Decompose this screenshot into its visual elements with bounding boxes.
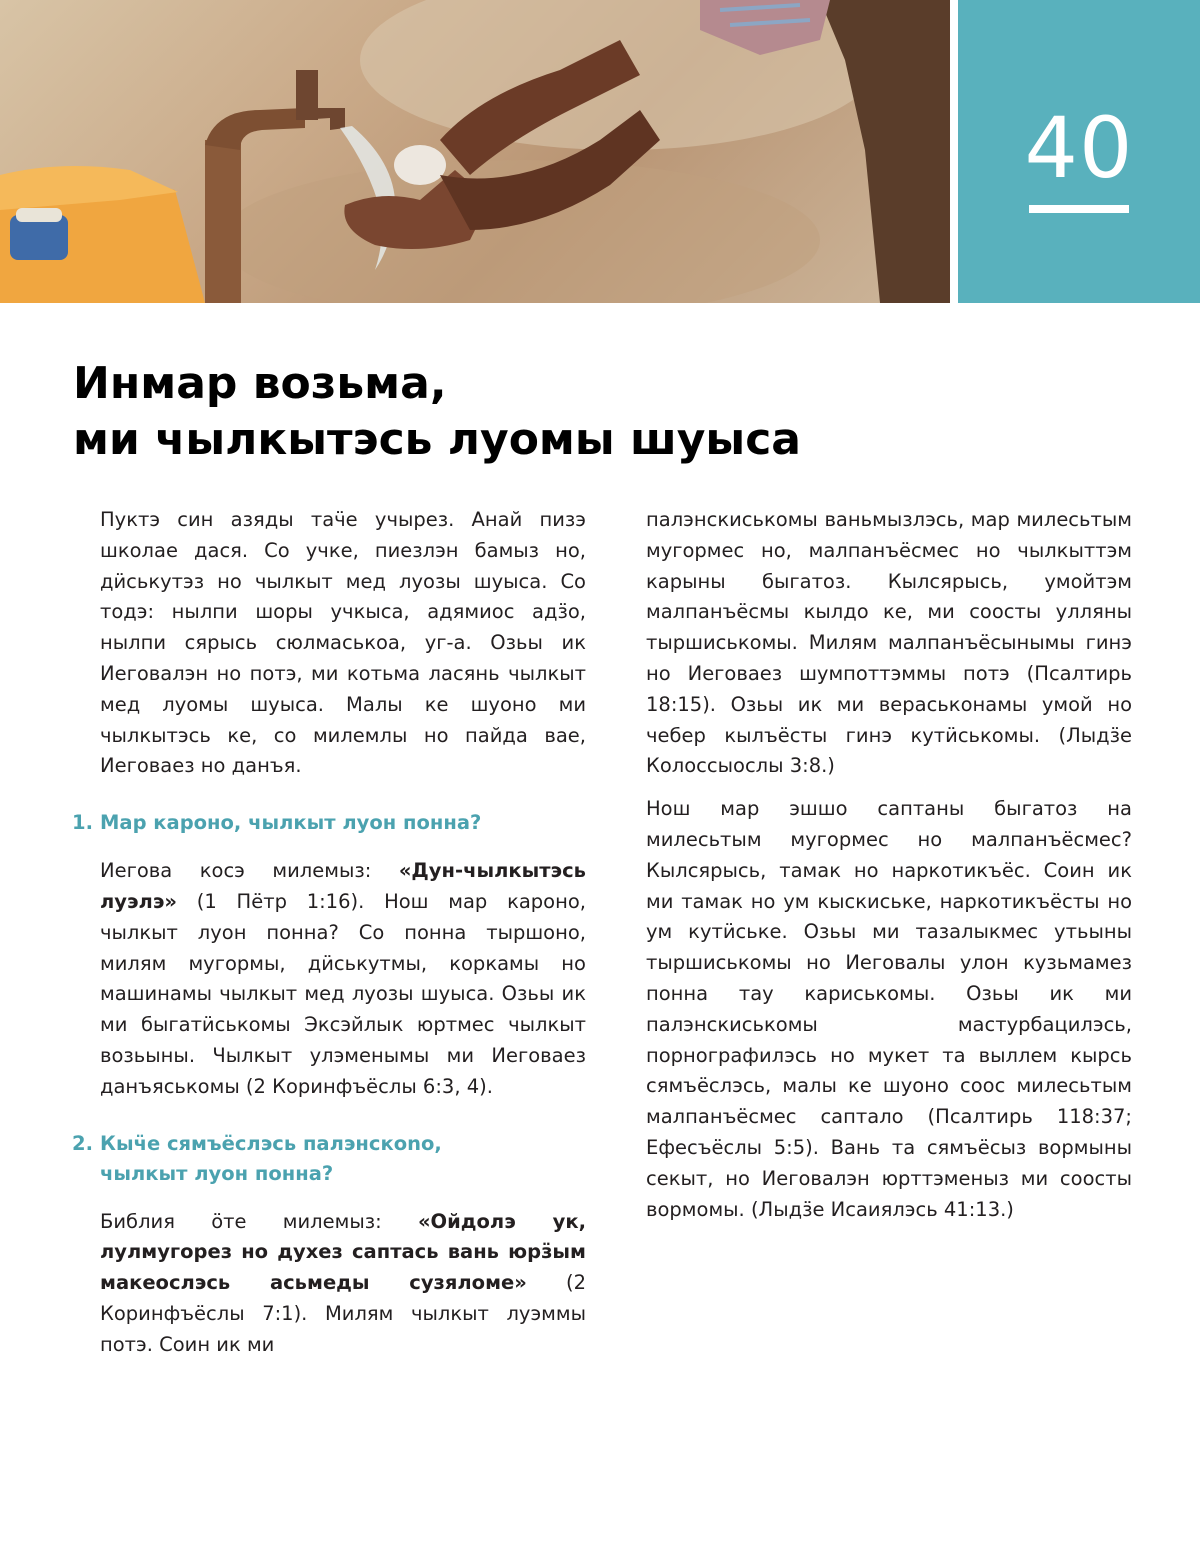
section-1-pre: Иегова косэ милемыз:	[100, 859, 399, 883]
question-2	[72, 1129, 586, 1189]
section-2-pre: Библия ӧтe милемыз:	[100, 1209, 418, 1233]
section-2-post-start: (2 Коринфъёслы 7:1). Милям чылкыт луэммы потэ. Соин ик ми	[100, 1271, 586, 1356]
question-2-number: 2.	[72, 1131, 93, 1155]
question-2-text	[100, 1129, 586, 1189]
intro-paragraph: Пуктэ син азяды таӵе учырез. Анай пизэ школае дася. Со учке, пиезлэн бамыз но, дӥськутэз но чылкыт мед луозы шуыса. Со тодэ: нылпи шоры учкыса, адямиос адӟо, нылпи сярысь сюлмаськоа, уг-а. Озьы ик Иеговалэн но потэ, ми котьма ласянь чылкыт мед луомы шуыса. Малы ке шуоно ми чылкытэсь ке, со милемлы но пайда вае, Иеговаез но данъя.	[100, 508, 586, 778]
section-1-post: (1 Пётр 1:16). Нош мар кароно, чылкыт луон понна? Со понна тыршоно, милям мугормы, дӥськутмы, коркамы но машинамы чылкыт мед луозы шуыса. Озьы ик ми быгатӥськомы Эксэйлык юртмес чылкыт возьыны. Чылкыт улэменымы ми Иеговаез данъяськомы (2 Коринфъёслы 6:3, 4).	[100, 889, 586, 1098]
lesson-title	[73, 356, 1133, 468]
lesson-title-line-1: Инмар возьма,	[73, 358, 447, 409]
lesson-title-line-2: ми чылкытэсь луомы шуыса	[73, 414, 801, 465]
section-2-post-continued: палэнскиськомы ваньмызлэсь, мар милесьтым мугормес но, малпанъёсмес но чылкыттэм карыны быгатоз. Кылсярысь, умойтэм малпанъёсмы кылдо ке, ми соосты улляны тыршиськомы. Милям малпанъёсынымы гинэ но Иеговаез шумпоттэммы потэ (Псалтирь 18:15). Озьы ик ми вераськонамы умой но чебер кылъёсты гинэ кутӥськомы. (Лыдӟе Колоссыослы 3:8.)	[646, 508, 1132, 778]
right-column	[646, 505, 1132, 1237]
section-1-paragraph	[100, 856, 586, 1102]
section-2-paragraph-start	[100, 1207, 586, 1361]
header-photo	[0, 0, 950, 303]
question-2-line-1: Кыӵе сямъёслэсь палэнскono,	[100, 1131, 442, 1155]
question-1-text: Мар кароно, чылкыт луон понна?	[100, 811, 482, 835]
left-column	[72, 505, 586, 1373]
question-1	[72, 808, 586, 838]
section-2-quote: «Ойдолэ ук, лулмугорез но духез саптась вань юрӟым макеослэсь асьмеды сузяломе»	[100, 1209, 586, 1295]
question-1-number: 1.	[72, 811, 93, 835]
section-2-paragraph-continued	[646, 505, 1132, 782]
hand-washing-illustration	[0, 0, 950, 303]
section-2-paragraph-2: Нош мар эшшо саптаны быгатоз на милесьтым мугормес но малпанъёсмес? Кылсярысь, тамак но наркотикъёс. Соин ик ми тамак но ум кыскиське, наркотикъёсты но ум кутӥське. Озьы ми тазалыкмес утьыны тыршиськомы но Иеговалы улон кузьмамез понна тау кариськомы. Озьы ик ми палэнскиськомы мастурбацилэсь, порнографилэсь но мукет та выллем кырсь сямъёслэсь, малы ке шуоно соос милесьтым малпанъёсмес саптало (Псалтирь 118:37; Ефесъёслы 5:5). Вань та сямъёсыз вормыны секыт, но Иеговалэн юрттэменыз ми соосты вормомы. (Лыдӟе Исаиялэсь 41:13.)	[646, 797, 1132, 1221]
question-2-line-2: чылкыт луон понна?	[100, 1161, 334, 1185]
lesson-number-badge	[958, 0, 1200, 303]
lesson-number: 40	[1024, 99, 1134, 197]
section-1-quote: «Дун-чылкытэсь луэлэ»	[100, 859, 586, 913]
lesson-number-underline	[1029, 205, 1129, 213]
